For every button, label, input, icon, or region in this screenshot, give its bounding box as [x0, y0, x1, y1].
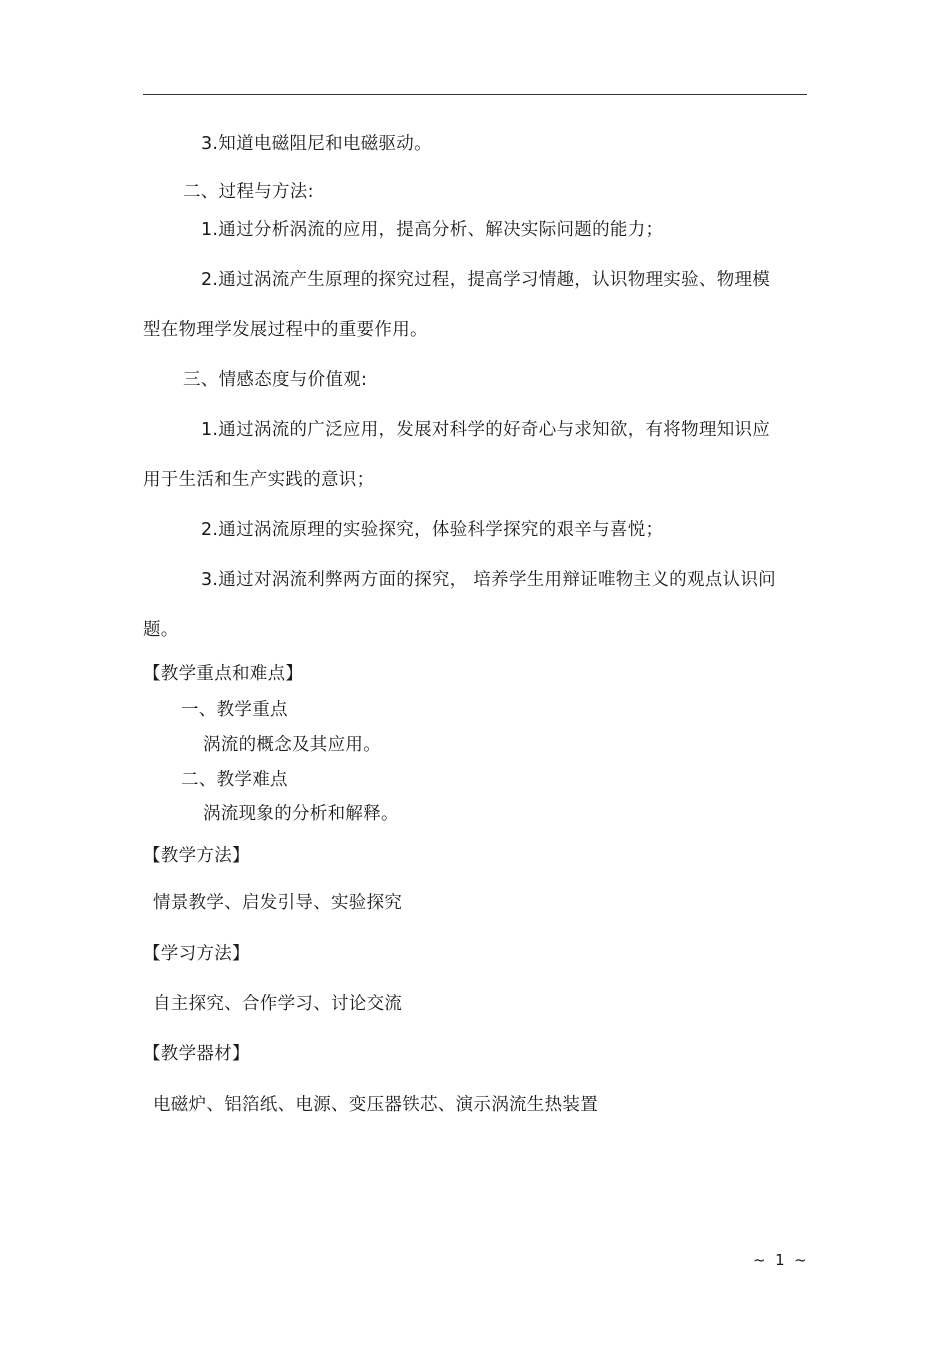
teaching-method-text: 情景教学、启发引导、实验探究 — [153, 893, 403, 913]
subheading-difficult-points: 二、教学难点 — [181, 770, 288, 790]
heading-attitude-values: 三、情感态度与价值观: — [183, 370, 368, 390]
objective-process-2: 2.通过涡流产生原理的探究过程，提高学习情趣，认识物理实验、物理模 — [201, 270, 771, 290]
page-number: ~ 1 ~ — [753, 1251, 807, 1269]
header-rule — [143, 94, 807, 95]
section-learning-method: 【学习方法】 — [143, 944, 250, 964]
teaching-equipment-text: 电磁炉、铝箔纸、电源、变压器铁芯、演示涡流生热装置 — [153, 1095, 598, 1115]
objective-knowledge-3: 3.知道电磁阻尼和电磁驱动。 — [201, 134, 432, 154]
objective-attitude-3: 3.通过对涡流利弊两方面的探究， 培养学生用辩证唯物主义的观点认识问 — [201, 570, 776, 590]
objective-attitude-1-cont: 用于生活和生产实践的意识； — [143, 470, 375, 490]
objective-attitude-1: 1.通过涡流的广泛应用，发展对科学的好奇心与求知欲，有将物理知识应 — [201, 420, 771, 440]
learning-method-text: 自主探究、合作学习、讨论交流 — [153, 994, 403, 1014]
objective-attitude-2: 2.通过涡流原理的实验探究，体验科学探究的艰辛与喜悦； — [201, 520, 664, 540]
section-teaching-equipment: 【教学器材】 — [143, 1044, 250, 1064]
difficult-points-text: 涡流现象的分析和解释。 — [203, 804, 399, 824]
objective-attitude-3-cont: 题。 — [143, 620, 179, 640]
objective-process-1: 1.通过分析涡流的应用，提高分析、解决实际问题的能力； — [201, 220, 664, 240]
objective-process-2-cont: 型在物理学发展过程中的重要作用。 — [143, 320, 428, 340]
subheading-key-points: 一、教学重点 — [181, 700, 288, 720]
key-points-text: 涡流的概念及其应用。 — [203, 735, 381, 755]
section-teaching-method: 【教学方法】 — [143, 846, 250, 866]
section-key-difficult: 【教学重点和难点】 — [143, 664, 304, 684]
heading-process-method: 二、过程与方法: — [183, 182, 314, 202]
